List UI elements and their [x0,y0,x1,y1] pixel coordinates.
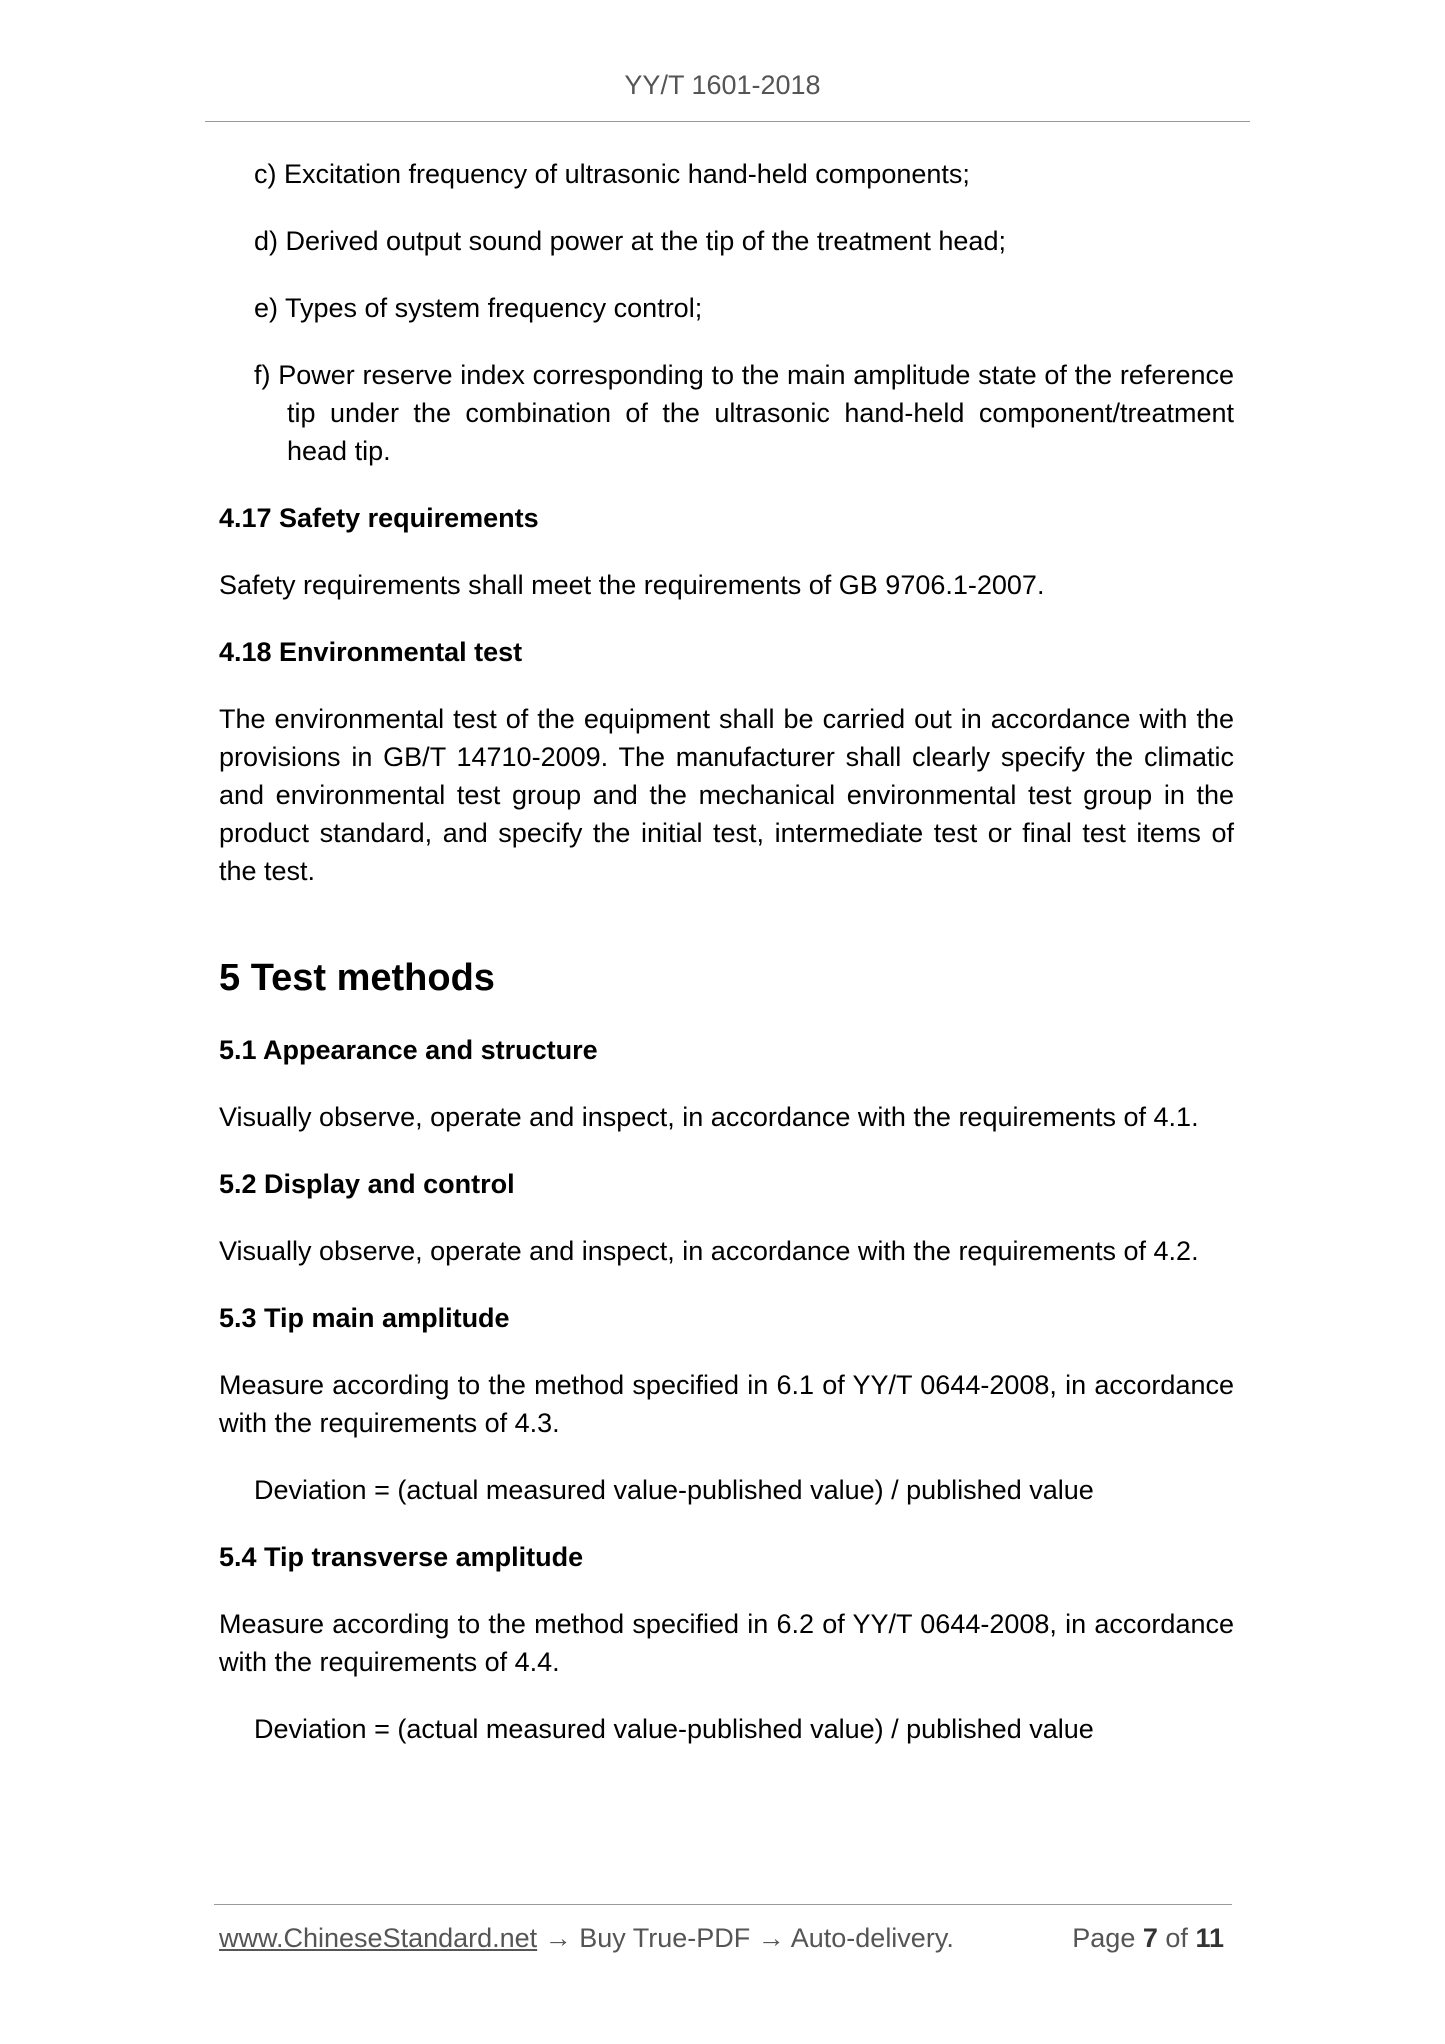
heading-4-17: 4.17 Safety requirements [219,503,539,533]
heading-5: 5 Test methods [219,957,495,999]
heading-4-18: 4.18 Environmental test [219,637,523,667]
header-divider [205,121,1250,122]
list-item-f: f) Power reserve index corresponding to the main amplitude state of the reference tip under the combination of the ultrasonic hand-held component/treatment head tip. [254,360,1234,466]
list-item-d: d) Derived output sound power at the tip of the treatment head; [254,226,1006,256]
promo-text: → Buy True-PDF → Auto-delivery. [537,1923,954,1953]
paragraph-4-17: Safety requirements shall meet the requirements of GB 9706.1-2007. [219,570,1045,600]
paragraph-5-2: Visually observe, operate and inspect, in accordance with the requirements of 4.2. [219,1236,1199,1266]
heading-5-4: 5.4 Tip transverse amplitude [219,1542,584,1572]
page-number [1072,1921,1224,1955]
document-code-header: YY/T 1601-2018 [624,70,821,100]
site-link[interactable]: www.ChineseStandard.net [219,1923,538,1953]
paragraph-5-3: Measure according to the method specified in 6.1 of YY/T 0644-2008, in accordance with the requirements of 4.3. [219,1370,1234,1438]
footer-divider [214,1904,1232,1905]
page-content [219,155,1234,1777]
paragraph-5-4: Measure according to the method specified in 6.2 of YY/T 0644-2008, in accordance with the requirements of 4.4. [219,1609,1234,1677]
formula-5-3: Deviation = (actual measured value-published value) / published value [254,1475,1094,1505]
list-item-c: c) Excitation frequency of ultrasonic hand-held components; [254,159,970,189]
paragraph-4-18: The environmental test of the equipment shall be carried out in accordance with the provisions in GB/T 14710-2009. The manufacturer shall clearly specify the climatic and environmental test group and the mechanical environmental test group in the product standard, and specify the initial test, intermediate test or final test items of the test. [219,704,1234,886]
paragraph-5-1: Visually observe, operate and inspect, in accordance with the requirements of 4.1. [219,1102,1199,1132]
list-item-e: e) Types of system frequency control; [254,293,703,323]
of-label: of [1165,1923,1188,1953]
page-label: Page [1072,1923,1136,1953]
footer-promo [219,1921,954,1955]
formula-5-4: Deviation = (actual measured value-published value) / published value [254,1714,1094,1744]
heading-5-3: 5.3 Tip main amplitude [219,1303,510,1333]
heading-5-2: 5.2 Display and control [219,1169,515,1199]
heading-5-1: 5.1 Appearance and structure [219,1035,598,1065]
current-page-number: 7 [1142,1923,1158,1953]
total-page-number: 11 [1195,1923,1224,1953]
